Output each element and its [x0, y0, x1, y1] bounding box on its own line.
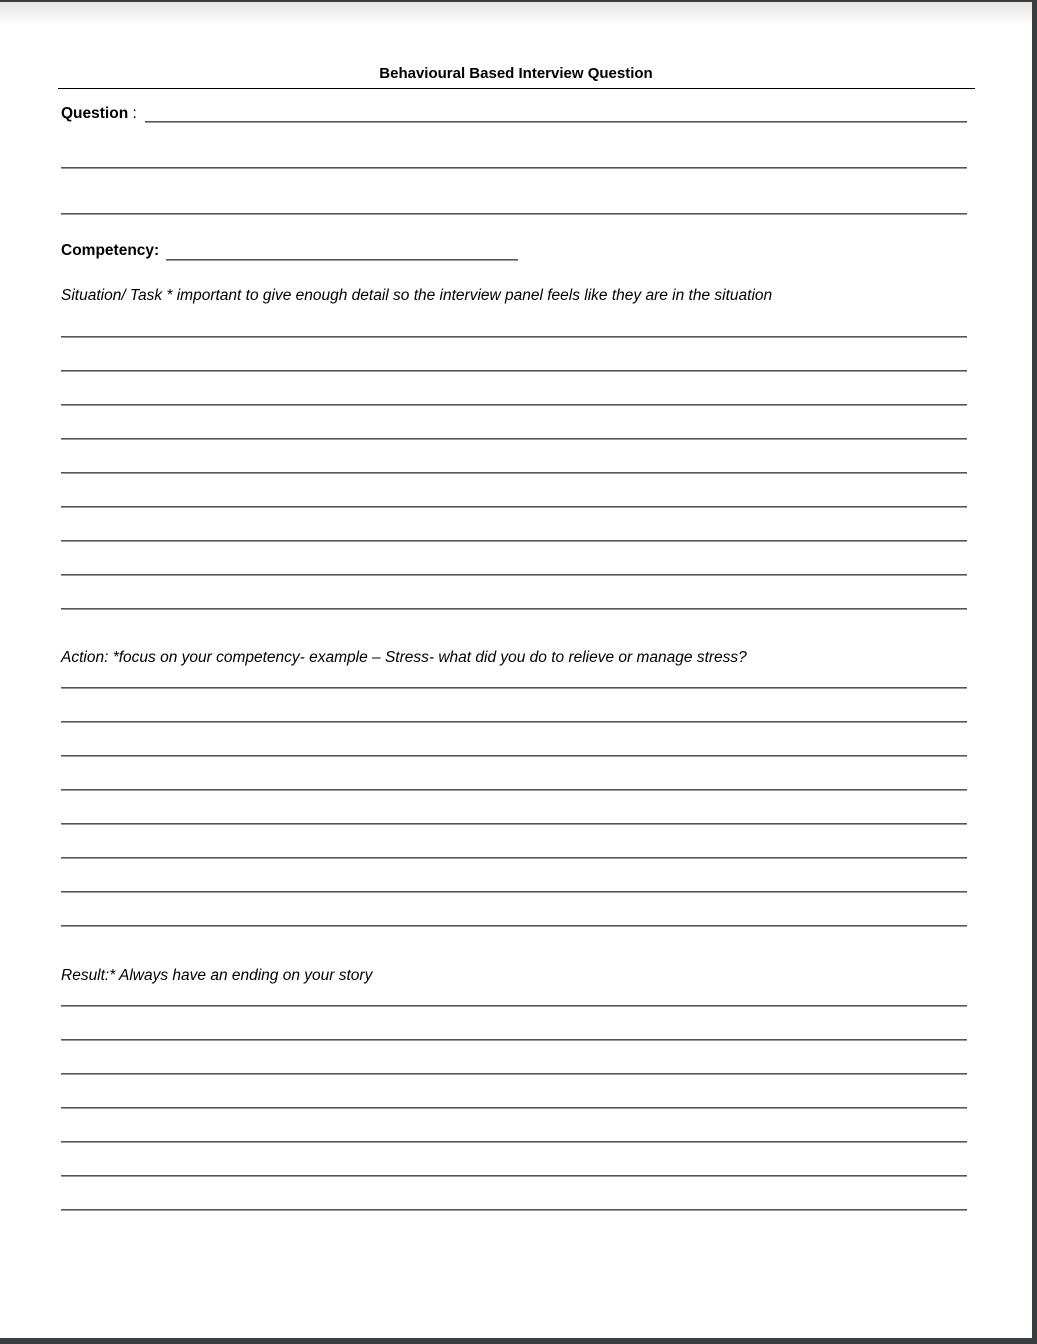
question-answer-line-3[interactable]: [61, 213, 967, 215]
action-answer-line[interactable]: [61, 857, 967, 859]
question-answer-line-2[interactable]: [61, 167, 967, 169]
result-answer-line[interactable]: [61, 1175, 967, 1177]
result-answer-line[interactable]: [61, 1107, 967, 1109]
action-label: Action: *focus on your competency- example – Stress- what did you do to relieve or manage stress?: [61, 649, 747, 666]
situation-task-label: Situation/ Task * important to give enough detail so the interview panel feels like they are in the situation: [61, 287, 773, 304]
situation-answer-line[interactable]: [61, 608, 967, 610]
action-answer-line[interactable]: [61, 823, 967, 825]
situation-answer-line[interactable]: [61, 574, 967, 576]
title-divider: [58, 88, 975, 89]
result-answer-line[interactable]: [61, 1141, 967, 1143]
situation-answer-line[interactable]: [61, 540, 967, 542]
situation-answer-line[interactable]: [61, 404, 967, 406]
situation-answer-line[interactable]: [61, 370, 967, 372]
situation-answer-line[interactable]: [61, 506, 967, 508]
action-answer-line[interactable]: [61, 755, 967, 757]
action-answer-line[interactable]: [61, 891, 967, 893]
result-answer-line[interactable]: [61, 1209, 967, 1211]
action-answer-line[interactable]: [61, 925, 967, 927]
question-answer-line-1[interactable]: [145, 121, 967, 123]
situation-answer-line[interactable]: [61, 438, 967, 440]
result-answer-line[interactable]: [61, 1073, 967, 1075]
situation-answer-line[interactable]: [61, 472, 967, 474]
document-page: [0, 2, 1032, 1338]
document-title: Behavioural Based Interview Question: [379, 65, 653, 82]
question-label: Question: [61, 105, 129, 122]
competency-label: Competency:: [61, 242, 160, 259]
competency-answer-line[interactable]: [166, 259, 518, 261]
action-answer-line[interactable]: [61, 721, 967, 723]
action-answer-line[interactable]: [61, 687, 967, 689]
result-answer-line[interactable]: [61, 1005, 967, 1007]
action-answer-line[interactable]: [61, 789, 967, 791]
situation-answer-line[interactable]: [61, 336, 967, 338]
page-top-shadow: [0, 2, 1032, 26]
result-answer-line[interactable]: [61, 1039, 967, 1041]
question-label-group: [61, 105, 137, 123]
question-colon: :: [128, 105, 137, 122]
result-label: Result:* Always have an ending on your story: [61, 967, 373, 984]
